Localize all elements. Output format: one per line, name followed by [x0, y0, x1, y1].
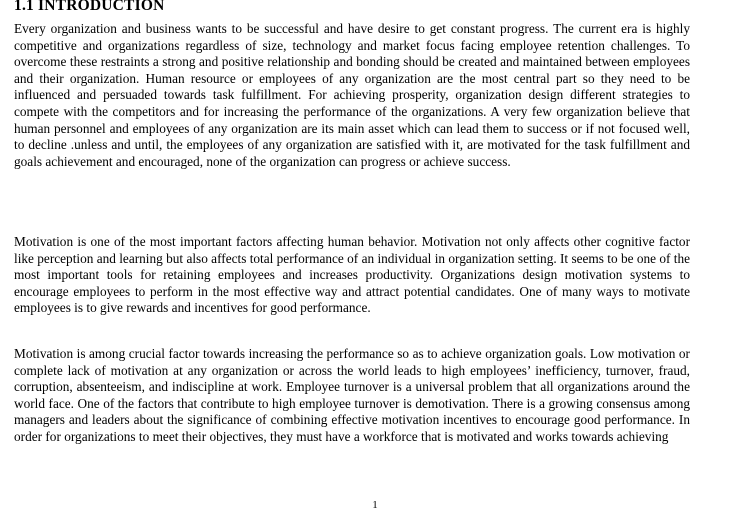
page-number: 1	[372, 499, 378, 511]
paragraph-1: Every organization and business wants to be successful and have desire to get constant progress. The current era is highly competitive and organizations regardless of size, technology and market focus facing employee retention challenges. To overcome these restraints a strong and positive relationship and bonding should be created and maintained between employees and their organization. Human resource or employees of any organization are the most central part so they need to be influenced and persuaded towards task fulfillment. For achieving prosperity, organization design different strategies to compete with the competitors and for increasing the performance of the organizations. A very few organization believe that human personnel and employees of any organization are its main asset which can lead them to success or if not focused well, to decline .unless and until, the employees of any organization are satisfied with it, are motivated for the task fulfillment and goals achievement and encouraged, none of the organization can progress or achieve success.	[14, 21, 690, 169]
paragraph-2: Motivation is one of the most important factors affecting human behavior. Motivation not only affects other cognitive factor like perception and learning but also affects total performance of an individual in organization setting. It seems to be one of the most important tools for retaining employees and increases productivity. Organizations design motivation systems to encourage employees to perform in the most effective way and attract potential candidates. One of many ways to motivate employees is to give rewards and incentives for good performance.	[14, 234, 690, 316]
paragraph-3: Motivation is among crucial factor towards increasing the performance so as to achieve organization goals. Low motivation or complete lack of motivation at any organization or across the world leads to high employees’ inefficiency, turnover, fraud, corruption, absenteeism, and indiscipline at work. Employee turnover is a universal problem that all organizations around the world face. One of the factors that contribute to high employee turnover is demotivation. There is a growing consensus among managers and leaders about the significance of combining effective motivation incentives to encourage good performance. In order for organizations to meet their objectives, they must have a workforce that is motivated and works towards achieving	[14, 346, 690, 444]
section-heading: 1.1 INTRODUCTION	[14, 0, 165, 14]
